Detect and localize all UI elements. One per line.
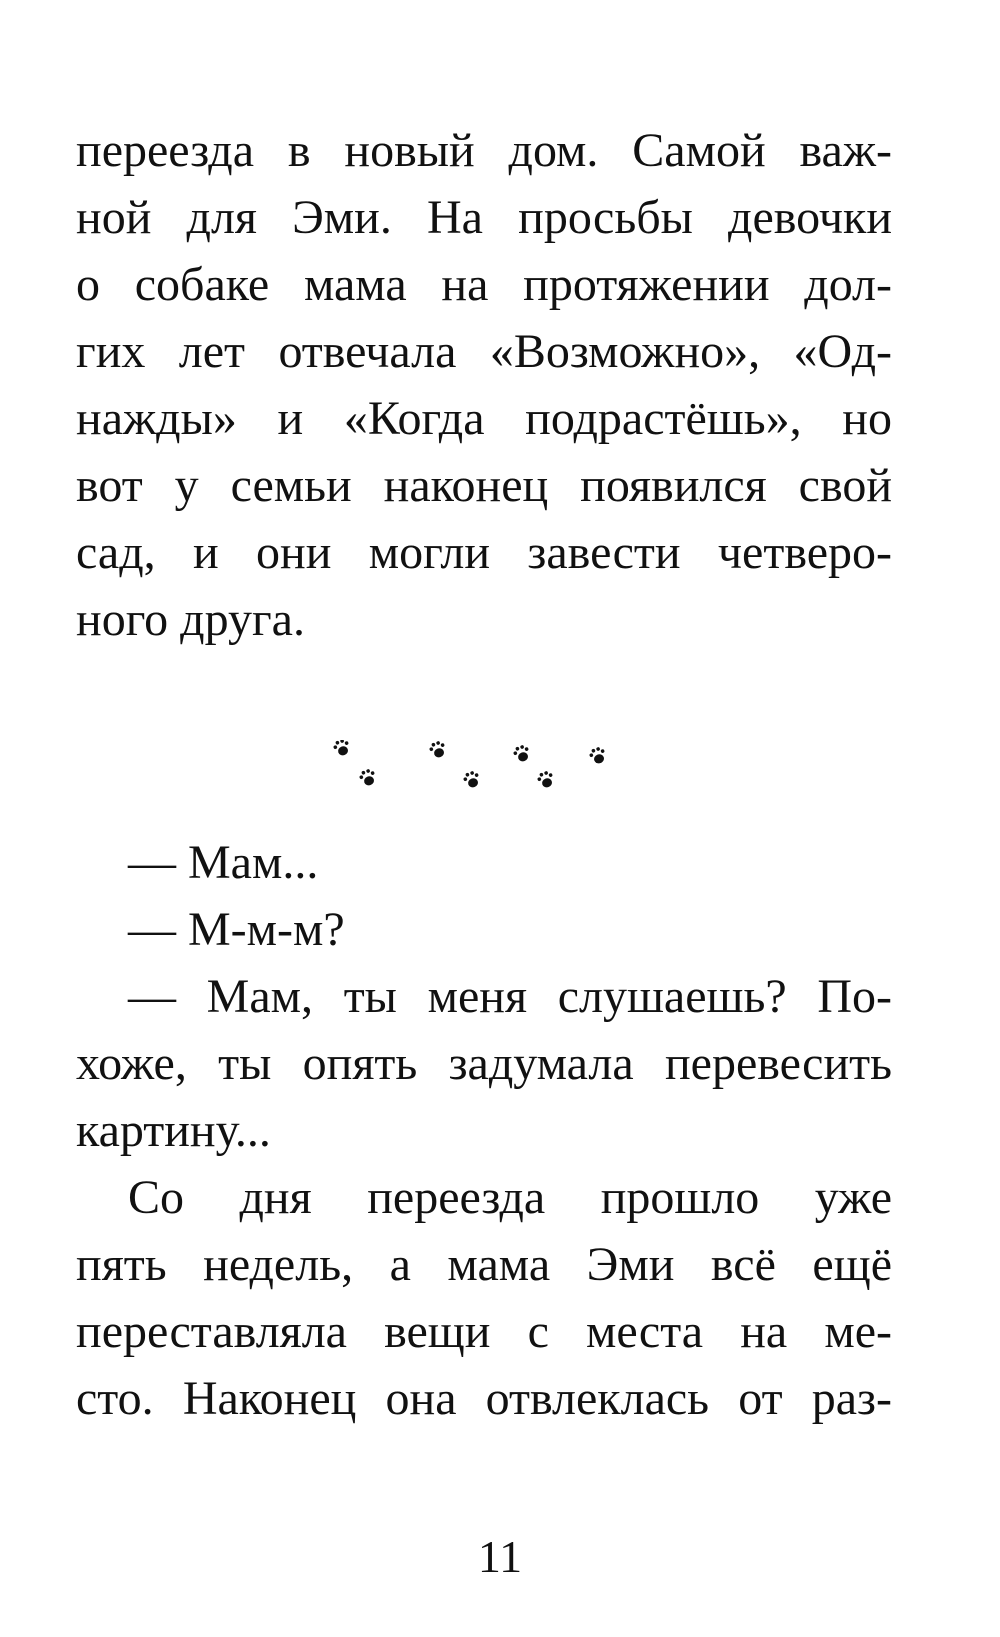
dialogue-line: — М-м-м?: [128, 903, 345, 956]
page-number: 11: [477, 1531, 523, 1582]
dialogue-line: — Мам, ты меня слушаешь? По-: [128, 970, 892, 1023]
text-line: вот у семьи наконец появился свой: [76, 459, 892, 512]
text-line: гих лет отвечала «Возможно», «Од-: [76, 325, 892, 378]
text-line: ной для Эми. На просьбы девочки: [76, 191, 892, 244]
dialogue-line: хоже, ты опять задумала перевесить: [76, 1037, 892, 1090]
text-line: о собаке мама на протяжении дол-: [76, 258, 892, 311]
paw-prints-icon: [330, 740, 630, 820]
dialogue-line: картину...: [76, 1104, 271, 1157]
text-line: переезда в новый дом. Самой важ-: [76, 124, 892, 177]
text-line: Со дня переезда прошло уже: [128, 1171, 892, 1224]
text-line: пять недель, а мама Эми всё ещё: [76, 1238, 892, 1291]
text-line: переставляла вещи с места на ме-: [76, 1305, 892, 1358]
text-line: нажды» и «Когда подрастёшь», но: [76, 392, 892, 445]
text-line: сад, и они могли завести четверо-: [76, 526, 892, 579]
dialogue-line: — Мам...: [128, 836, 319, 889]
text-line: ного друга.: [76, 593, 305, 646]
text-line: сто. Наконец она отвлеклась от раз-: [76, 1372, 892, 1425]
